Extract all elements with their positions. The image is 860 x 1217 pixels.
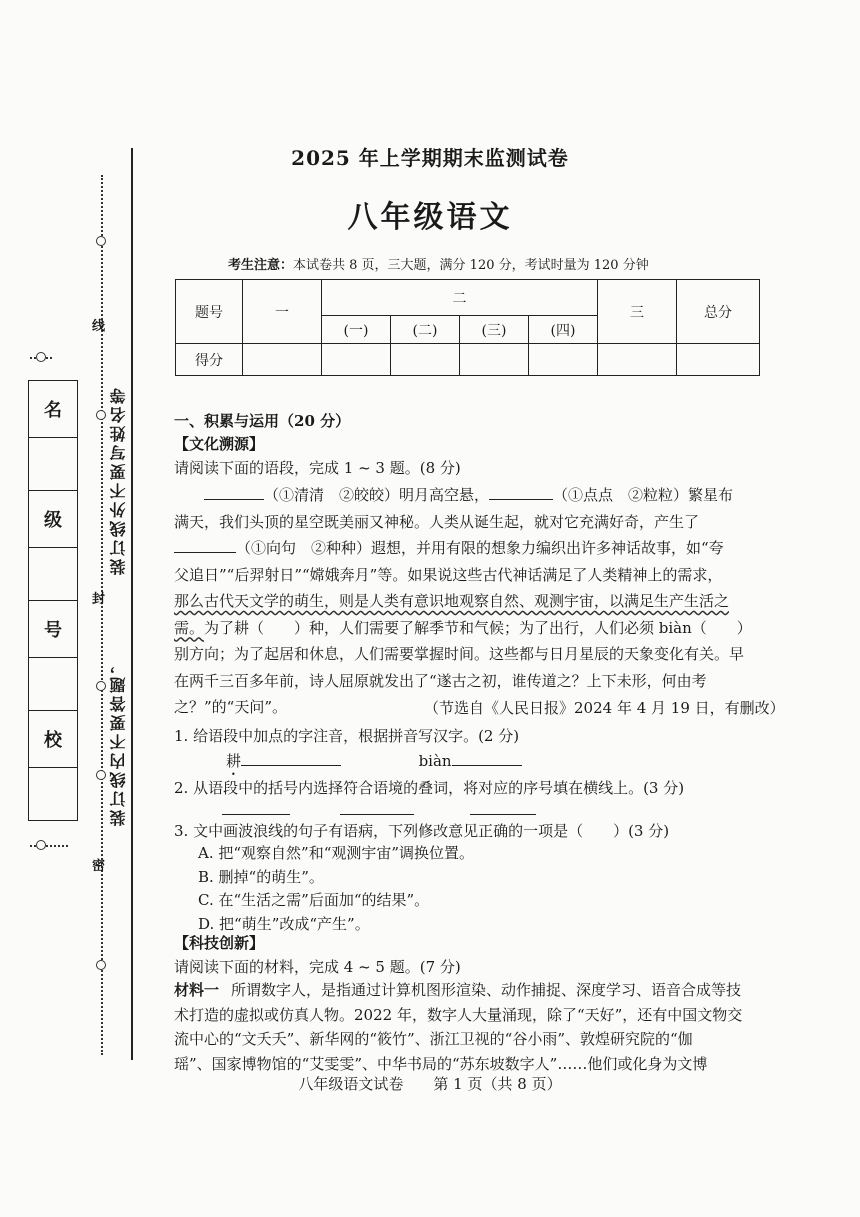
question-2: 2. 从语段中的括号内选择符合语境的叠词，将对应的序号填在横线上。(3 分) [174,779,685,797]
q1-bian: biàn [418,752,452,770]
wavy-underlined-sentence: 那么古代天文学的萌生，则是人类有意识地观察自然、观测宇宙，以满足生产生活之 [174,592,730,610]
score-col-two: 二 [322,280,598,316]
score-cell[interactable] [529,344,598,376]
binding-secret-char: 密 [92,859,106,874]
reading-intro: 请阅读下面的语段，完成 1 ~ 3 题。(8 分) [174,459,461,477]
material-line: 瑶”、国家博物馆的“艾雯雯”、中华书局的“苏东坡数字人”……他们或化身为文博 [174,1054,708,1073]
q1-geng: 耕 [226,752,242,770]
reading-intro-2: 请阅读下面的材料，完成 4 ~ 5 题。(7 分) [174,958,461,976]
score-cell[interactable] [391,344,460,376]
binding-hole-icon [36,352,46,362]
answer-blank[interactable] [174,536,236,553]
binding-line [131,148,133,1060]
material-one [174,978,774,1076]
passage-line: （①清清 ②皎皎）明月高空悬， （①点点 ②粒粒）繁星布 [174,482,774,509]
binding-hole-icon [96,236,106,246]
score-table [175,279,760,376]
answer-blank[interactable] [340,798,414,815]
answer-blank[interactable] [204,483,264,500]
binding-seal-char: 封 [92,592,106,607]
binding-hole-icon [96,410,106,420]
reading-passage [174,482,774,721]
q3-option-d[interactable]: D. 把“萌生”改成“产生”。 [198,914,370,933]
score-col-three: 三 [598,280,677,344]
field-school-blank[interactable] [29,767,77,821]
passage-line: 别方向；为了起居和休息，人们需要掌握时间。这些都与日月星辰的天象变化有关。早 [174,645,745,663]
answer-blank[interactable] [489,483,553,500]
q3-option-a[interactable]: A. 把“观察自然”和“观测宇宙”调换位置。 [198,844,475,862]
q2-answer-row [222,798,536,819]
score-col-total: 总分 [677,280,760,344]
score-sub-col: (四) [529,316,598,344]
binding-dotted-line [101,175,103,1055]
student-info-box [28,380,78,821]
field-name-blank[interactable] [29,437,77,490]
field-grade-blank[interactable] [29,547,77,600]
exam-notice [228,254,649,273]
field-number-blank[interactable] [29,657,77,710]
score-cell[interactable] [243,344,322,376]
passage-line: 满天，我们头顶的星空既美丽又神秘。人类从诞生起，就对它充满好奇，产生了 [174,512,700,531]
section-title: 一、积累与运用（20 分） [174,412,351,430]
binding-hole-icon [96,770,106,780]
passage-line: 之？”的“天问”。 [174,698,288,716]
score-row2-label: 得分 [176,344,243,376]
field-number: 号 [29,600,77,657]
score-sub-col: (一) [322,316,391,344]
q3-option-c[interactable]: C. 在“生活之需”后面加“的结果”。 [198,891,430,909]
passage-line: 父追日”“后羿射日”“嫦娥奔月”等。如果说这些古代神话满足了人类精神上的需求， [174,565,723,584]
score-row-label: 题号 [176,280,243,344]
binding-hole-icon [96,960,106,970]
material-line: 术打造的虚拟或仿真人物。2022 年，数字人大量涌现，除了“天好”，还有中国文物交 [174,1005,743,1024]
score-cell[interactable] [677,344,760,376]
answer-blank[interactable] [222,798,290,815]
field-name: 名 [29,380,77,437]
subsection-tech: 【科技创新】 [174,934,265,952]
material-line: 流中心的“文夭夭”、新华网的“筱竹”、浙江卫视的“谷小雨”、敦煌研究院的“伽 [174,1030,693,1048]
question-1: 1. 给语段中加点的字注音，根据拼音写汉字。(2 分) [174,727,520,745]
exam-title: 2025 年上学期期末监测试卷 [291,146,569,170]
binding-instruction-inner: 装订线内不要答题， [109,655,128,826]
score-cell[interactable] [598,344,677,376]
q3-options [198,842,474,936]
field-school: 校 [29,710,77,767]
score-sub-col: (三) [460,316,529,344]
q3-option-b[interactable]: B. 删掉“的萌生”。 [198,867,324,886]
binding-instruction-outer: 装订线外不要写姓名等 [109,385,128,575]
passage-line: （①向句 ②种种）遐想，并用有限的想象力编织出许多神话故事，如“夸 [174,535,774,562]
answer-blank[interactable] [241,749,341,766]
passage-line: 在两千三百多年前，诗人屈原就发出了“遂古之初，谁传道之？上下未形，何由考 [174,671,707,690]
score-cell[interactable] [460,344,529,376]
binding-hole-icon [96,681,106,691]
field-grade: 级 [29,490,77,547]
score-sub-col: (二) [391,316,460,344]
score-col-one: 一 [243,280,322,344]
notice-label: 考生注意： [228,258,294,273]
subsection-culture: 【文化溯源】 [174,435,265,453]
passage-line: 需。为了耕（ ）种，人们需要了解季节和气候；为了出行，人们必须 biàn（ ） [174,618,752,637]
material-line: 材料一 所谓数字人，是指通过计算机图形渲染、动作捕捉、深度学习、语音合成等技 [174,981,742,999]
notice-text: 本试卷共 8 页，三大题，满分 120 分，考试时量为 120 分钟 [293,258,649,273]
answer-blank[interactable] [452,749,522,766]
passage-source: （节选自《人民日报》2024 年 4 月 19 日，有删改） [424,699,785,717]
page-footer: 八年级语文试卷 第 1 页（共 8 页） [298,1075,562,1093]
subject-title: 八年级语文 [347,200,513,235]
answer-blank[interactable] [470,798,536,815]
score-cell[interactable] [322,344,391,376]
question-3: 3. 文中画波浪线的句子有语病，下列修改意见正确的一项是（ ）(3 分) [174,822,670,840]
binding-line-char: 线 [92,319,106,334]
binding-hole-icon [36,840,46,850]
material-label: 材料一 [174,981,220,999]
